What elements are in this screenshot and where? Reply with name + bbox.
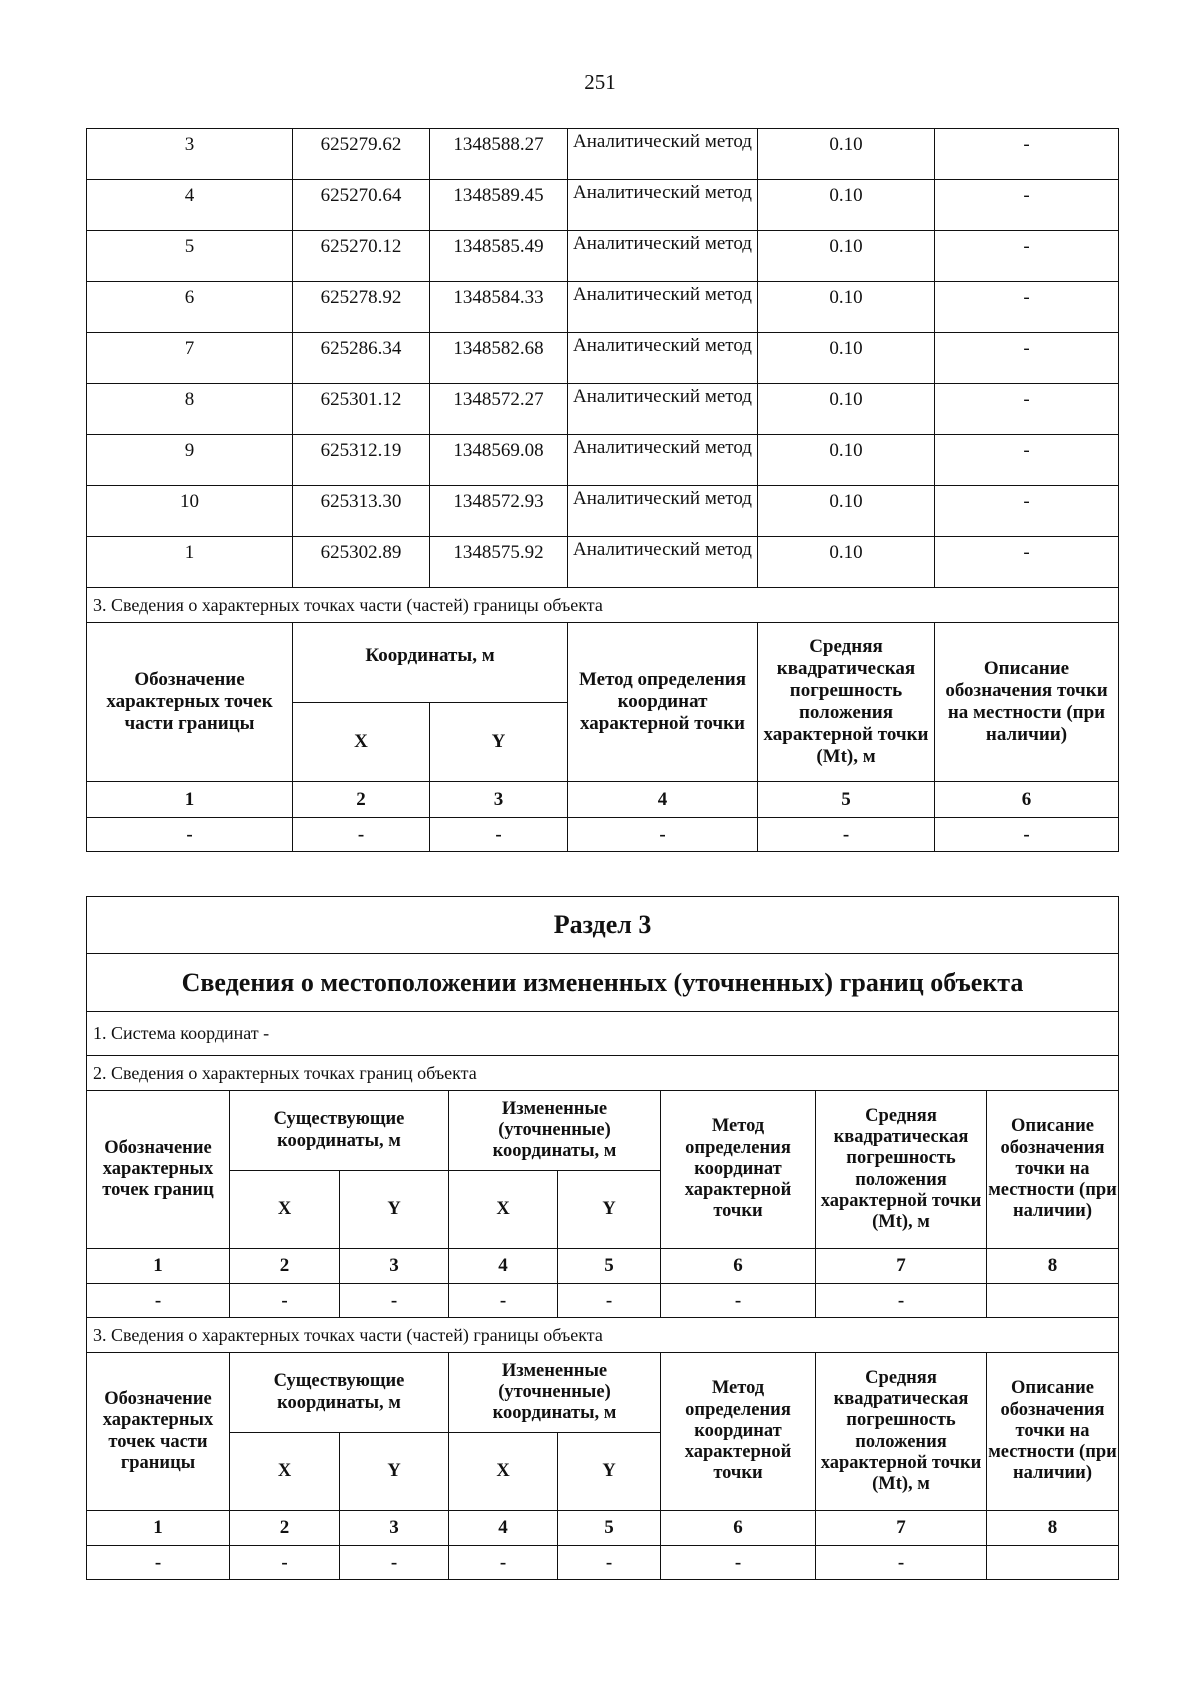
method-cell: Аналитический метод	[568, 486, 758, 537]
empty-cell: -	[661, 1284, 816, 1318]
header-changed-coordinates: Измененные (уточненные) координаты, м	[449, 1091, 661, 1171]
header-designation: Обозначение характерных точек части границы	[87, 623, 293, 782]
empty-cell: -	[449, 1284, 558, 1318]
empty-cell: -	[558, 1546, 661, 1580]
part-points-section	[87, 588, 1119, 852]
header-designation: Обозначение характерных точек границ	[87, 1091, 230, 1249]
column-number: 4	[449, 1511, 558, 1546]
method-cell: Аналитический метод	[568, 282, 758, 333]
coordinate-y-cell: 1348585.49	[430, 231, 568, 282]
header-description: Описание обозначения точки на местности (при наличии)	[987, 1353, 1119, 1511]
error-cell: 0.10	[758, 537, 935, 588]
point-number-cell: 6	[87, 282, 293, 333]
empty-cell: -	[293, 818, 430, 852]
error-cell: 0.10	[758, 282, 935, 333]
column-number: 5	[758, 782, 935, 818]
table-row	[87, 384, 1119, 435]
section-3-table	[86, 896, 1119, 1580]
error-cell: 0.10	[758, 435, 935, 486]
method-cell: Аналитический метод	[568, 180, 758, 231]
coordinate-x-cell: 625270.64	[293, 180, 430, 231]
column-number: 3	[340, 1511, 449, 1546]
empty-cell: -	[661, 1546, 816, 1580]
point-number-cell: 4	[87, 180, 293, 231]
header-method: Метод определения координат характерной точки	[661, 1091, 816, 1249]
empty-cell: -	[87, 1546, 230, 1580]
description-cell: -	[935, 333, 1119, 384]
column-number: 6	[935, 782, 1119, 818]
coordinate-x-cell: 625279.62	[293, 129, 430, 180]
coordinate-y-cell: 1348572.93	[430, 486, 568, 537]
empty-cell: -	[87, 1284, 230, 1318]
column-number: 3	[340, 1249, 449, 1284]
empty-cell: -	[230, 1284, 340, 1318]
header-existing-x: X	[230, 1433, 340, 1511]
empty-cell: -	[568, 818, 758, 852]
table-row	[87, 537, 1119, 588]
header-y: Y	[430, 703, 568, 782]
method-cell: Аналитический метод	[568, 384, 758, 435]
column-number: 7	[816, 1249, 987, 1284]
method-cell: Аналитический метод	[568, 129, 758, 180]
empty-cell: -	[935, 818, 1119, 852]
empty-cell: -	[758, 818, 935, 852]
coordinate-x-cell: 625312.19	[293, 435, 430, 486]
table-row	[87, 486, 1119, 537]
boundary-points-table	[86, 128, 1119, 852]
part-points-caption: 3. Сведения о характерных точках части (частей) границы объекта	[87, 1318, 1119, 1353]
column-number: 5	[558, 1249, 661, 1284]
coordinate-y-cell: 1348589.45	[430, 180, 568, 231]
table-row	[87, 435, 1119, 486]
coordinate-x-cell: 625270.12	[293, 231, 430, 282]
coordinate-system: 1. Система координат -	[87, 1012, 1119, 1056]
header-changed-y: Y	[558, 1433, 661, 1511]
description-cell: -	[935, 486, 1119, 537]
column-number: 1	[87, 782, 293, 818]
column-number: 1	[87, 1249, 230, 1284]
table-row	[87, 231, 1119, 282]
empty-cell: -	[340, 1284, 449, 1318]
empty-cell: -	[87, 818, 293, 852]
header-existing-coordinates: Существующие координаты, м	[230, 1091, 449, 1171]
section-title: Раздел 3	[87, 897, 1119, 954]
coordinate-x-cell: 625302.89	[293, 537, 430, 588]
point-number-cell: 7	[87, 333, 293, 384]
empty-cell: -	[340, 1546, 449, 1580]
header-existing-y: Y	[340, 1433, 449, 1511]
error-cell: 0.10	[758, 180, 935, 231]
table-row	[87, 180, 1119, 231]
coordinate-y-cell: 1348575.92	[430, 537, 568, 588]
empty-cell: -	[430, 818, 568, 852]
column-number: 8	[987, 1249, 1119, 1284]
header-method: Метод определения координат характерной точки	[568, 623, 758, 782]
header-changed-x: X	[449, 1171, 558, 1249]
coordinate-y-cell: 1348588.27	[430, 129, 568, 180]
description-cell: -	[935, 129, 1119, 180]
method-cell: Аналитический метод	[568, 435, 758, 486]
point-number-cell: 3	[87, 129, 293, 180]
column-number: 4	[568, 782, 758, 818]
method-cell: Аналитический метод	[568, 333, 758, 384]
page-number: 251	[584, 70, 616, 94]
column-number: 6	[661, 1249, 816, 1284]
header-method: Метод определения координат характерной точки	[661, 1353, 816, 1511]
point-number-cell: 5	[87, 231, 293, 282]
description-cell: -	[935, 180, 1119, 231]
empty-cell: -	[449, 1546, 558, 1580]
coordinate-y-cell: 1348569.08	[430, 435, 568, 486]
header-changed-y: Y	[558, 1171, 661, 1249]
column-number: 7	[816, 1511, 987, 1546]
method-cell: Аналитический метод	[568, 231, 758, 282]
coordinate-y-cell: 1348582.68	[430, 333, 568, 384]
header-changed-x: X	[449, 1433, 558, 1511]
header-existing-y: Y	[340, 1171, 449, 1249]
point-number-cell: 8	[87, 384, 293, 435]
header-designation: Обозначение характерных точек части границы	[87, 1353, 230, 1511]
description-cell: -	[935, 435, 1119, 486]
boundary-points-rows	[87, 129, 1119, 588]
column-number: 8	[987, 1511, 1119, 1546]
table-row	[87, 282, 1119, 333]
boundary-points-caption: 2. Сведения о характерных точках границ объекта	[87, 1056, 1119, 1091]
header-error: Средняя квадратическая погрешность положения характерной точки (Mt), м	[758, 623, 935, 782]
column-number: 2	[230, 1249, 340, 1284]
table-row	[87, 129, 1119, 180]
column-number: 6	[661, 1511, 816, 1546]
header-changed-coordinates: Измененные (уточненные) координаты, м	[449, 1353, 661, 1433]
section-subtitle: Сведения о местоположении измененных (уточненных) границ объекта	[87, 954, 1119, 1012]
coordinate-y-cell: 1348572.27	[430, 384, 568, 435]
empty-cell: -	[816, 1284, 987, 1318]
column-number: 3	[430, 782, 568, 818]
coordinate-y-cell: 1348584.33	[430, 282, 568, 333]
column-number: 2	[230, 1511, 340, 1546]
empty-cell	[987, 1284, 1119, 1318]
error-cell: 0.10	[758, 384, 935, 435]
empty-cell: -	[230, 1546, 340, 1580]
header-description: Описание обозначения точки на местности (при наличии)	[935, 623, 1119, 782]
header-x: X	[293, 703, 430, 782]
column-number: 5	[558, 1511, 661, 1546]
header-existing-x: X	[230, 1171, 340, 1249]
coordinate-x-cell: 625313.30	[293, 486, 430, 537]
error-cell: 0.10	[758, 231, 935, 282]
coordinate-x-cell: 625278.92	[293, 282, 430, 333]
description-cell: -	[935, 282, 1119, 333]
point-number-cell: 9	[87, 435, 293, 486]
point-number-cell: 10	[87, 486, 293, 537]
header-existing-coordinates: Существующие координаты, м	[230, 1353, 449, 1433]
coordinate-x-cell: 625301.12	[293, 384, 430, 435]
column-number: 4	[449, 1249, 558, 1284]
empty-cell: -	[816, 1546, 987, 1580]
header-error: Средняя квадратическая погрешность положения характерной точки (Mt), м	[816, 1091, 987, 1249]
method-cell: Аналитический метод	[568, 537, 758, 588]
point-number-cell: 1	[87, 537, 293, 588]
description-cell: -	[935, 384, 1119, 435]
description-cell: -	[935, 231, 1119, 282]
description-cell: -	[935, 537, 1119, 588]
empty-cell	[987, 1546, 1119, 1580]
error-cell: 0.10	[758, 129, 935, 180]
coordinate-x-cell: 625286.34	[293, 333, 430, 384]
table-row	[87, 333, 1119, 384]
header-coordinates: Координаты, м	[293, 623, 568, 703]
empty-cell: -	[558, 1284, 661, 1318]
error-cell: 0.10	[758, 333, 935, 384]
error-cell: 0.10	[758, 486, 935, 537]
header-error: Средняя квадратическая погрешность положения характерной точки (Mt), м	[816, 1353, 987, 1511]
header-description: Описание обозначения точки на местности (при наличии)	[987, 1091, 1119, 1249]
part-points-caption: 3. Сведения о характерных точках части (частей) границы объекта	[87, 588, 1119, 623]
column-number: 2	[293, 782, 430, 818]
column-number: 1	[87, 1511, 230, 1546]
